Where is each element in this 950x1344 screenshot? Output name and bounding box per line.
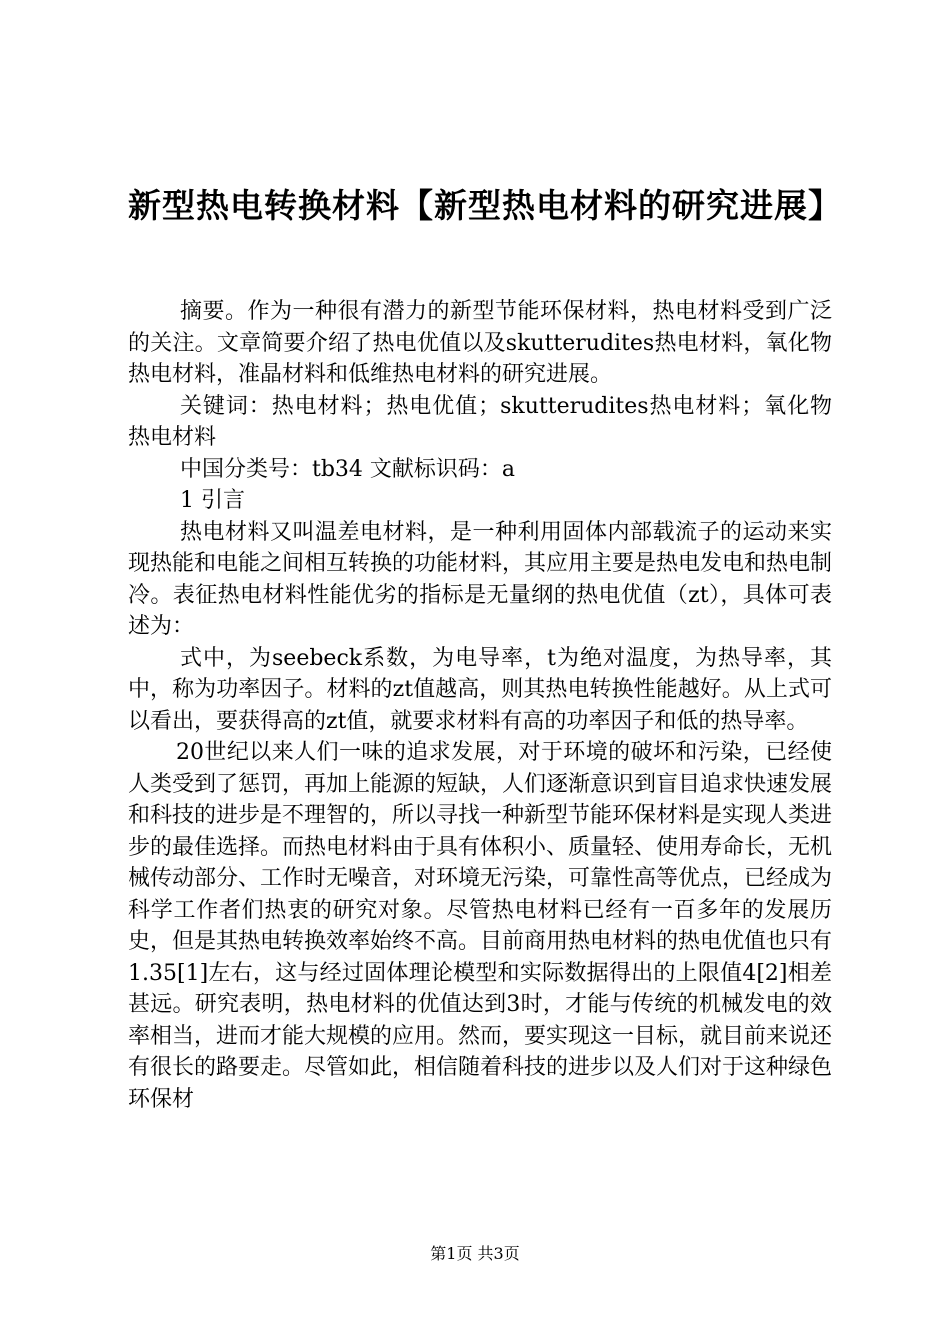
page-footer: 第1页 共3页 bbox=[430, 1244, 520, 1263]
document-body bbox=[128, 296, 832, 1115]
document-title: 新型热电转换材料【新型热电材料的研究进展】 bbox=[128, 186, 842, 225]
section-heading: 1 引言 bbox=[180, 488, 245, 513]
abstract-paragraph: 摘要。作为一种很有潜力的新型节能环保材料，热电材料受到广泛的关注。文章简要介绍了热电优值以及skutterudites热电材料，氧化物热电材料，准晶材料和低维热电材料的研究进展。 bbox=[128, 299, 832, 387]
body-paragraph: 20世纪以来人们一味的追求发展，对于环境的破坏和污染，已经使人类受到了惩罚，再加上能源的短缺，人们逐渐意识到盲目追求快速发展和科技的进步是不理智的，所以寻找一种新型节能环保材料是实现人类进步的最佳选择。而热电材料由于具有体积小、质量轻、使用寿命长，无机械传动部分、工作时无噪音，对环境无污染，可靠性高等优点，已经成为科学工作者们热衷的研究对象。尽管热电材料已经有一百多年的发展历史，但是其热电转换效率始终不高。目前商用热电材料的热电优值也只有1.35[1]左右，这与经过固体理论模型和实际数据得出的上限值4[2]相差甚远。研究表明，热电材料的优值达到3时，才能与传统的机械发电的效率相当，进而才能大规模的应用。然而，要实现这一目标，就目前来说还有很长的路要走。尽管如此，相信随着科技的进步以及人们对于这种绿色环保材 bbox=[128, 740, 833, 1112]
classification-line: 中国分类号：tb34 文献标识码：a bbox=[180, 456, 516, 482]
body-paragraph: 式中，为seebeck系数，为电导率，t为绝对温度，为热导率，其中，称为功率因子。材料的zt值越高，则其热电转换性能越好。从上式可以看出，要获得高的zt值，就要求材料有高的功率因子和低的热导率。 bbox=[128, 645, 832, 734]
keywords-paragraph: 关键词：热电材料；热电优值；skutterudites热电材料；氧化物热电材料 bbox=[128, 393, 832, 450]
body-paragraph: 热电材料又叫温差电材料，是一种利用固体内部载流子的运动来实现热能和电能之间相互转换的功能材料，其应用主要是热电发电和热电制冷。表征热电材料性能优劣的指标是无量纲的热电优值（zt），具体可表述为： bbox=[128, 519, 833, 639]
